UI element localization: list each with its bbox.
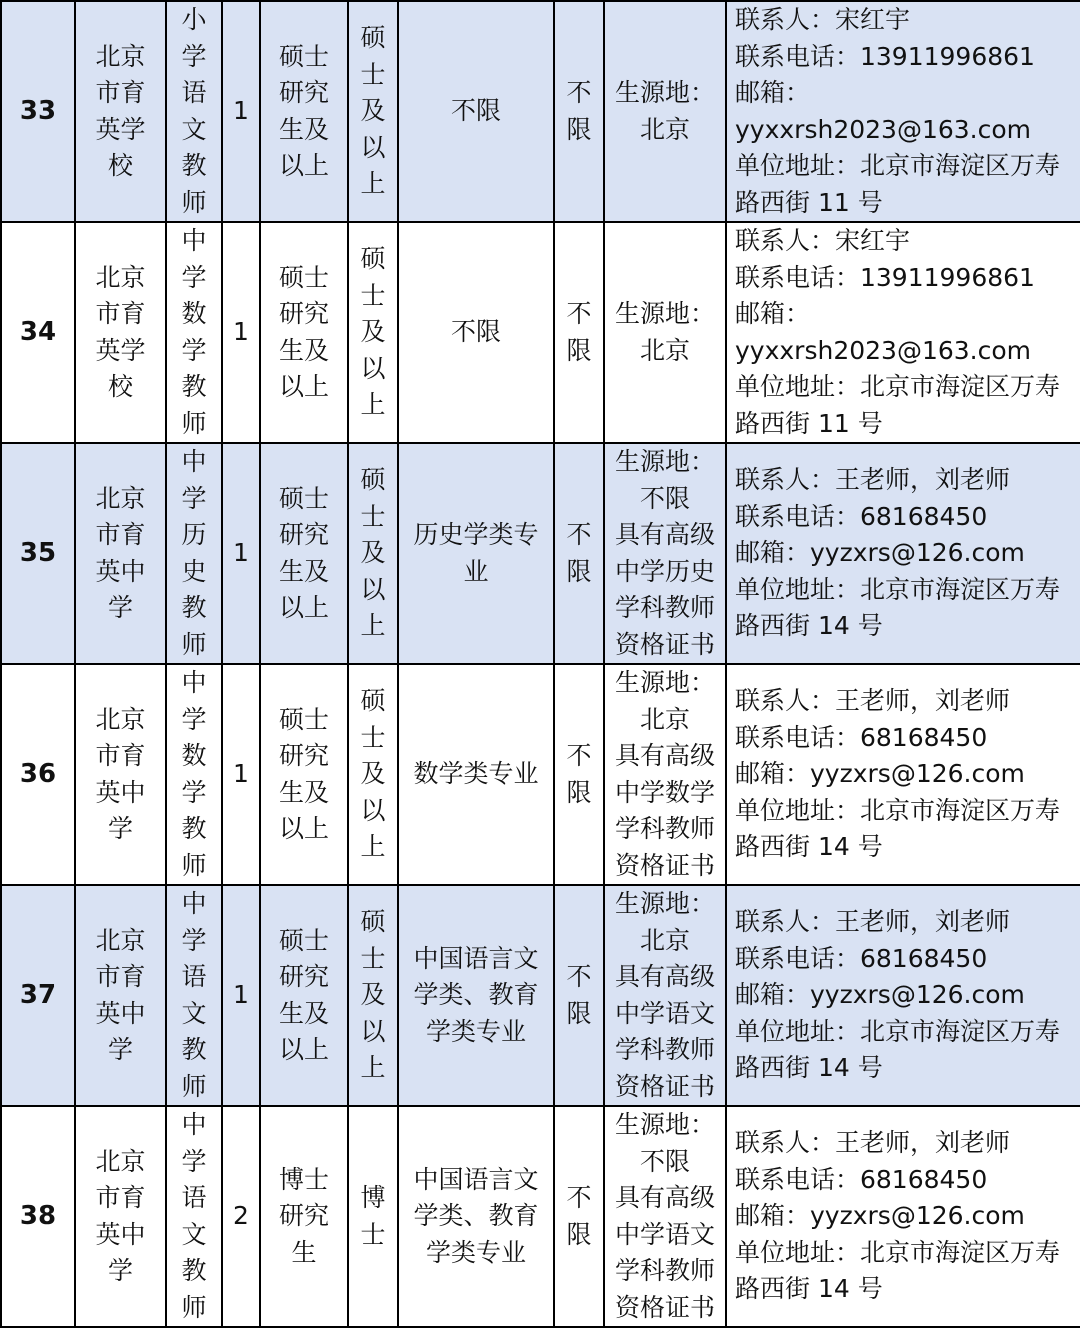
school-name: 北京市育英学校 <box>75 1 166 222</box>
origin-requirement <box>604 664 726 885</box>
other-requirement: 不限 <box>554 1 604 222</box>
row-number: 35 <box>1 443 75 664</box>
contact-phone: 联系电话：13911996861 <box>735 41 1035 71</box>
contact-phone: 联系电话：68168450 <box>735 1164 988 1194</box>
origin-requirement <box>604 885 726 1106</box>
education-requirement: 硕士研究生及以上 <box>260 664 348 885</box>
degree-requirement: 硕士及以上 <box>348 443 398 664</box>
contact-info <box>726 664 1080 885</box>
contact-info <box>726 1 1080 222</box>
table-row <box>1 664 1080 885</box>
other-requirement: 不限 <box>554 443 604 664</box>
education-requirement: 硕士研究生及以上 <box>260 885 348 1106</box>
position-name: 中学语文教师 <box>166 1106 222 1327</box>
table-row <box>1 885 1080 1106</box>
education-requirement: 硕士研究生及以上 <box>260 443 348 664</box>
origin-text: 生源地：北京 <box>614 299 715 365</box>
row-number: 34 <box>1 222 75 443</box>
table-row <box>1 1 1080 222</box>
row-number: 38 <box>1 1106 75 1327</box>
school-name: 北京市育英中学 <box>75 1106 166 1327</box>
hire-count: 1 <box>222 885 260 1106</box>
contact-email: yyxxrsh2023@163.com <box>735 114 1032 144</box>
contact-email-label: 邮箱： <box>735 78 811 107</box>
certificate-text: 具有高级中学历史学科教师资格证书 <box>614 520 715 659</box>
contact-email-wrap <box>735 977 1080 1014</box>
hire-count: 1 <box>222 443 260 664</box>
contact-address: 单位地址：北京市海淀区万寿路西街 11 号 <box>735 151 1061 217</box>
school-name: 北京市育英中学 <box>75 443 166 664</box>
major-requirement: 数学类专业 <box>398 664 554 885</box>
major-requirement: 历史学类专业 <box>398 443 554 664</box>
row-number: 33 <box>1 1 75 222</box>
certificate-text: 具有高级中学数学学科教师资格证书 <box>614 741 715 880</box>
contact-email-label: 邮箱： <box>735 1201 811 1231</box>
degree-requirement: 硕士及以上 <box>348 885 398 1106</box>
other-requirement: 不限 <box>554 885 604 1106</box>
contact-email: yyzxrs@126.com <box>810 538 1025 568</box>
origin-text: 生源地：不限 <box>614 1110 715 1176</box>
degree-requirement: 硕士及以上 <box>348 1 398 222</box>
origin-text: 生源地：不限 <box>614 447 715 513</box>
contact-address: 单位地址：北京市海淀区万寿路西街 14 号 <box>735 1237 1061 1304</box>
contact-email-wrap <box>735 1198 1080 1235</box>
contact-phone: 联系电话：13911996861 <box>735 262 1035 292</box>
contact-email-wrap <box>735 296 1080 369</box>
position-name: 中学数学教师 <box>166 222 222 443</box>
contact-email-wrap <box>735 75 1080 148</box>
certificate-text: 具有高级中学语文学科教师资格证书 <box>614 962 715 1101</box>
major-requirement: 不限 <box>398 1 554 222</box>
contact-email-label: 邮箱： <box>735 538 811 568</box>
contact-email-label: 邮箱： <box>735 759 811 789</box>
school-name: 北京市育英中学 <box>75 664 166 885</box>
origin-requirement <box>604 222 726 443</box>
contact-info <box>726 885 1080 1106</box>
certificate-text: 具有高级中学语文学科教师资格证书 <box>614 1183 715 1322</box>
origin-requirement <box>604 1 726 222</box>
row-number: 37 <box>1 885 75 1106</box>
contact-email: yyxxrsh2023@163.com <box>735 335 1032 365</box>
degree-requirement: 博士 <box>348 1106 398 1327</box>
origin-requirement <box>604 1106 726 1327</box>
other-requirement: 不限 <box>554 222 604 443</box>
position-name: 中学历史教师 <box>166 443 222 664</box>
hire-count: 2 <box>222 1106 260 1327</box>
major-requirement: 中国语言文学类、教育学类专业 <box>398 1106 554 1327</box>
contact-phone: 联系电话：68168450 <box>735 501 988 531</box>
position-name: 中学数学教师 <box>166 664 222 885</box>
school-name: 北京市育英中学 <box>75 885 166 1106</box>
table-row <box>1 1106 1080 1327</box>
contact-person: 联系人：王老师，刘老师 <box>735 686 1011 716</box>
contact-person: 联系人：王老师，刘老师 <box>735 907 1011 937</box>
contact-info <box>726 1106 1080 1327</box>
contact-address: 单位地址：北京市海淀区万寿路西街 14 号 <box>735 574 1061 641</box>
origin-requirement <box>604 443 726 664</box>
hire-count: 1 <box>222 222 260 443</box>
origin-text: 生源地：北京 <box>614 889 715 955</box>
contact-address: 单位地址：北京市海淀区万寿路西街 14 号 <box>735 1016 1061 1083</box>
major-requirement: 中国语言文学类、教育学类专业 <box>398 885 554 1106</box>
other-requirement: 不限 <box>554 1106 604 1327</box>
origin-text: 生源地：北京 <box>614 78 715 144</box>
contact-person: 联系人：王老师，刘老师 <box>735 465 1011 495</box>
contact-info <box>726 443 1080 664</box>
table-row <box>1 222 1080 443</box>
contact-email-wrap <box>735 535 1080 572</box>
hire-count: 1 <box>222 1 260 222</box>
contact-address: 单位地址：北京市海淀区万寿路西街 14 号 <box>735 795 1061 862</box>
degree-requirement: 硕士及以上 <box>348 664 398 885</box>
row-number: 36 <box>1 664 75 885</box>
education-requirement: 硕士研究生及以上 <box>260 222 348 443</box>
contact-phone: 联系电话：68168450 <box>735 722 988 752</box>
education-requirement: 硕士研究生及以上 <box>260 1 348 222</box>
other-requirement: 不限 <box>554 664 604 885</box>
hire-count: 1 <box>222 664 260 885</box>
contact-person: 联系人：宋红宇 <box>735 5 911 34</box>
contact-email-label: 邮箱： <box>735 299 811 328</box>
education-requirement: 博士研究生 <box>260 1106 348 1327</box>
contact-person: 联系人：王老师，刘老师 <box>735 1128 1011 1158</box>
contact-address: 单位地址：北京市海淀区万寿路西街 11 号 <box>735 372 1061 438</box>
contact-email: yyzxrs@126.com <box>810 1201 1025 1231</box>
contact-email-wrap <box>735 756 1080 793</box>
school-name: 北京市育英学校 <box>75 222 166 443</box>
contact-email: yyzxrs@126.com <box>810 980 1025 1010</box>
contact-info <box>726 222 1080 443</box>
table-row <box>1 443 1080 664</box>
degree-requirement: 硕士及以上 <box>348 222 398 443</box>
position-name: 中学语文教师 <box>166 885 222 1106</box>
contact-phone: 联系电话：68168450 <box>735 943 988 973</box>
contact-email-label: 邮箱： <box>735 980 811 1010</box>
origin-text: 生源地：北京 <box>614 668 715 734</box>
contact-person: 联系人：宋红宇 <box>735 226 911 255</box>
major-requirement: 不限 <box>398 222 554 443</box>
position-name: 小学语文教师 <box>166 1 222 222</box>
contact-email: yyzxrs@126.com <box>810 759 1025 789</box>
